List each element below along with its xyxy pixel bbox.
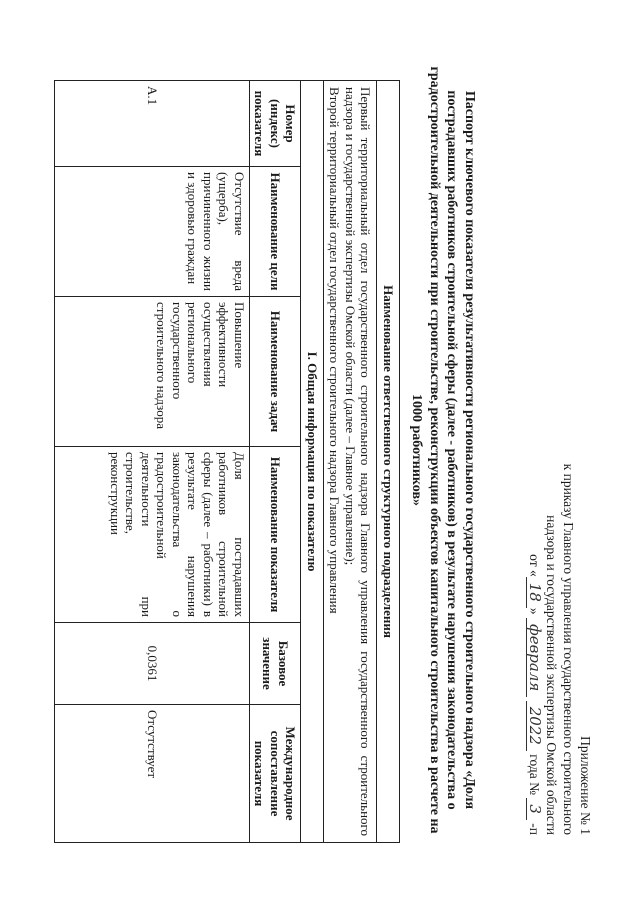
responsible-unit: Первый территориальный отдел государственного строительного надзора Главного управления государственного строительного надзора и государственной экспертизы Омской области (далее – Главное управление); (343, 87, 374, 837)
handwritten-year: 2022 (526, 701, 542, 751)
appendix-order-line: к приказу Главного управления государственного строительного (561, 463, 576, 835)
handwritten-number: 3 (526, 798, 542, 820)
column-header: Базовое значение (250, 623, 302, 705)
responsible-unit: Второй территориальный отдел государственного строительного надзора Главного управления (327, 87, 343, 614)
base-value: 0,0361 (55, 623, 250, 705)
responsible-units-cell (324, 81, 378, 843)
responsible-section-header (377, 81, 400, 843)
column-header: Международное сопоставление показателя (250, 705, 302, 843)
appendix-header (526, 335, 594, 835)
handwritten-month: февраля (526, 618, 542, 697)
passport-table (54, 80, 400, 843)
table-row (55, 81, 250, 843)
column-header: Наименование показателя (250, 447, 302, 623)
appendix-date-line (526, 335, 543, 835)
column-header: Наименование цели (250, 167, 302, 297)
goal-name: Отсутствие вреда (ущерба), причиненного жизни и здоровью граждан (55, 167, 250, 297)
responsible-units-row (324, 81, 378, 843)
general-section-header (301, 81, 324, 843)
section-title: Наименование ответственного структурного подразделения (377, 81, 400, 843)
document-title: Паспорт ключевого показателя результативности регионального государственного строительного надзора «Доля пострадавших работников строительной сферы (далее - работников) в результате нарушения законодательства о градостроительной деятельности при строительстве, реконструкции объектов капитального строительства в расчете на 1000 работников» (409, 66, 477, 834)
date-mid: » (527, 607, 542, 618)
indicator-name: Доля пострадавших работников строительной сферы (далее – работники) в результате нарушения законодательства о градостроительной деятельности при строительстве, реконструкции (55, 447, 250, 623)
international-comparison: Отсутствует (55, 705, 250, 843)
appendix-order-line: надзора и государственной экспертизы Омской области (544, 515, 559, 835)
column-header-row (250, 81, 302, 843)
section-title: I. Общая информация по показателю (301, 81, 324, 843)
date-suffix: года № (527, 750, 542, 799)
number-suffix: -п (527, 819, 542, 835)
indicator-index: А.1 (55, 81, 250, 167)
appendix-number: Приложение № 1 (578, 736, 593, 835)
date-prefix: от « (527, 554, 542, 577)
task-name: Повышение эффективности осуществления регионального государственного строительного надзора (55, 297, 250, 447)
handwritten-day: 18 (526, 577, 542, 608)
column-header: Наименование задач (250, 297, 302, 447)
column-header: Номер (индекс) показателя (250, 81, 302, 167)
